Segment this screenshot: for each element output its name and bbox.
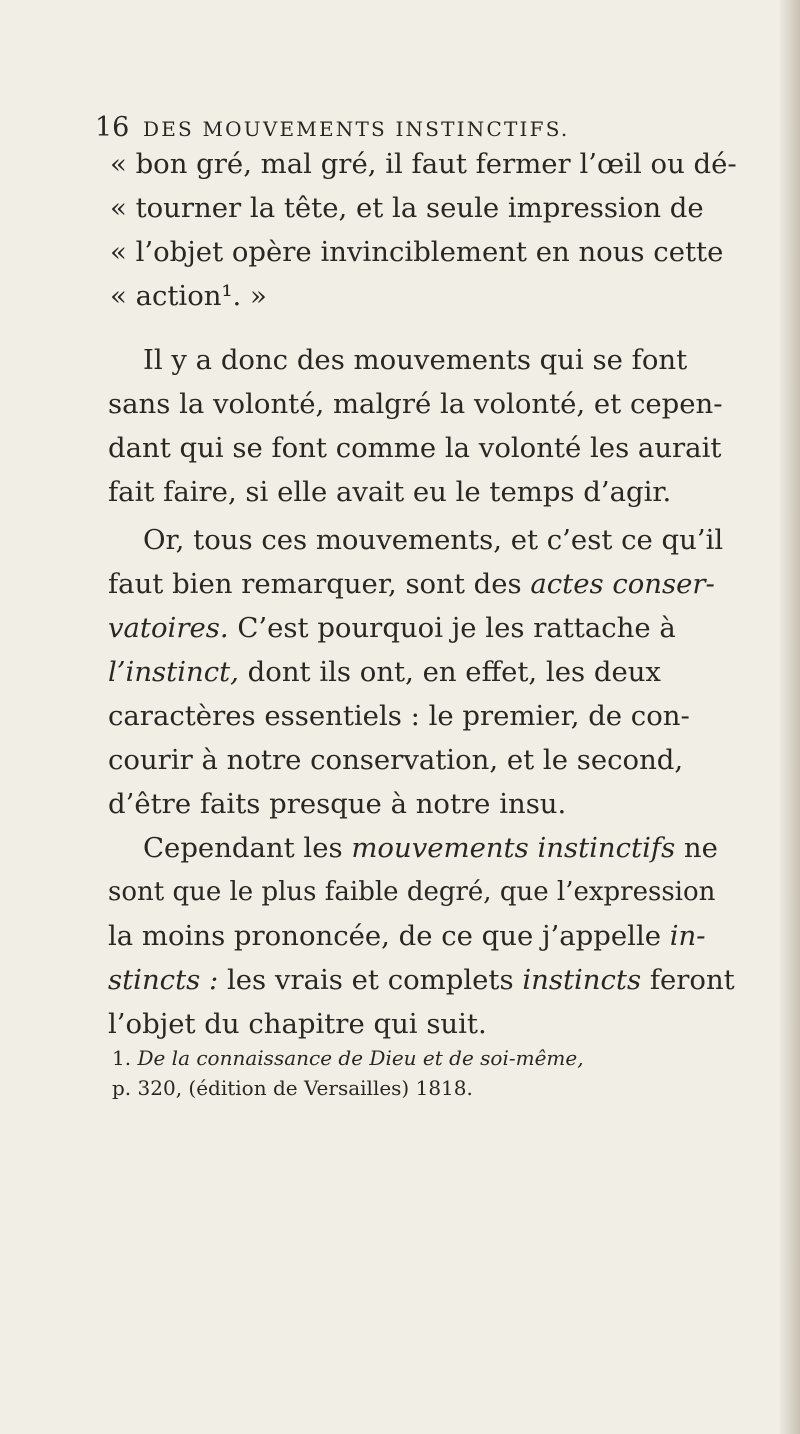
italic-run: stincts : — [108, 964, 219, 996]
quote-line: « bon gré, mal gré, il faut fermer l’œil ou dé- — [110, 148, 737, 180]
text-line: d’être faits presque à notre insu. — [108, 788, 567, 820]
quote-line: « tourner la tête, et la seule impression de — [110, 192, 704, 224]
text-line — [108, 958, 735, 1002]
page-edge — [780, 0, 800, 1434]
text-line: sont que le plus faible degré, que l’expression — [108, 877, 716, 907]
text-line: Or, tous ces mouvements, et c’est ce qu’il — [143, 524, 724, 556]
text-run: ne — [675, 832, 718, 864]
text-line: Il y a donc des mouvements qui se font — [143, 344, 688, 376]
text-run: faut bien remarquer, sont des — [108, 568, 531, 600]
text-line — [108, 914, 706, 958]
italic-run: actes conser- — [530, 568, 715, 600]
footnote-title: De la connaissance de Dieu et de soi-même, — [137, 1046, 584, 1070]
quote-line: « l’objet opère invinciblement en nous cette — [110, 236, 724, 268]
text-line: fait faire, si elle avait eu le temps d’agir. — [108, 476, 672, 508]
text-line: dant qui se font comme la volonté les aurait — [108, 432, 722, 464]
text-run: la moins prononcée, de ce que j’appelle — [108, 920, 670, 952]
text-line: courir à notre conservation, et le second, — [108, 744, 684, 776]
italic-run: in- — [669, 920, 706, 952]
text-line: caractères essentiels : le premier, de con- — [108, 700, 690, 732]
footnote-number: 1. — [112, 1046, 132, 1070]
text-run: C’est pourquoi je les rattache à — [228, 612, 676, 644]
quote-line: « action¹. » — [110, 280, 267, 312]
text-line: sans la volonté, malgré la volonté, et cepen- — [108, 388, 723, 420]
page-number: 16 — [95, 112, 130, 143]
footnote-line: p. 320, (édition de Versailles) 1818. — [112, 1076, 473, 1100]
page-header — [95, 112, 695, 143]
italic-run: instincts — [522, 964, 642, 996]
text-line: l’objet du chapitre qui suit. — [108, 1008, 487, 1040]
text-run: feront — [641, 964, 735, 996]
text-run: les vrais et complets — [218, 964, 523, 996]
italic-run: mouvements instinctifs — [351, 832, 676, 864]
text-line — [108, 606, 676, 650]
text-line — [143, 826, 718, 870]
italic-run: l’instinct, — [108, 656, 239, 688]
italic-run: vatoires. — [108, 612, 229, 644]
text-run: Cependant les — [143, 832, 352, 864]
text-line — [108, 650, 661, 694]
running-title: DES MOUVEMENTS INSTINCTIFS. — [143, 117, 570, 141]
text-line — [108, 562, 715, 606]
text-run: dont ils ont, en effet, les deux — [238, 656, 661, 688]
footnote-line — [112, 1046, 584, 1070]
